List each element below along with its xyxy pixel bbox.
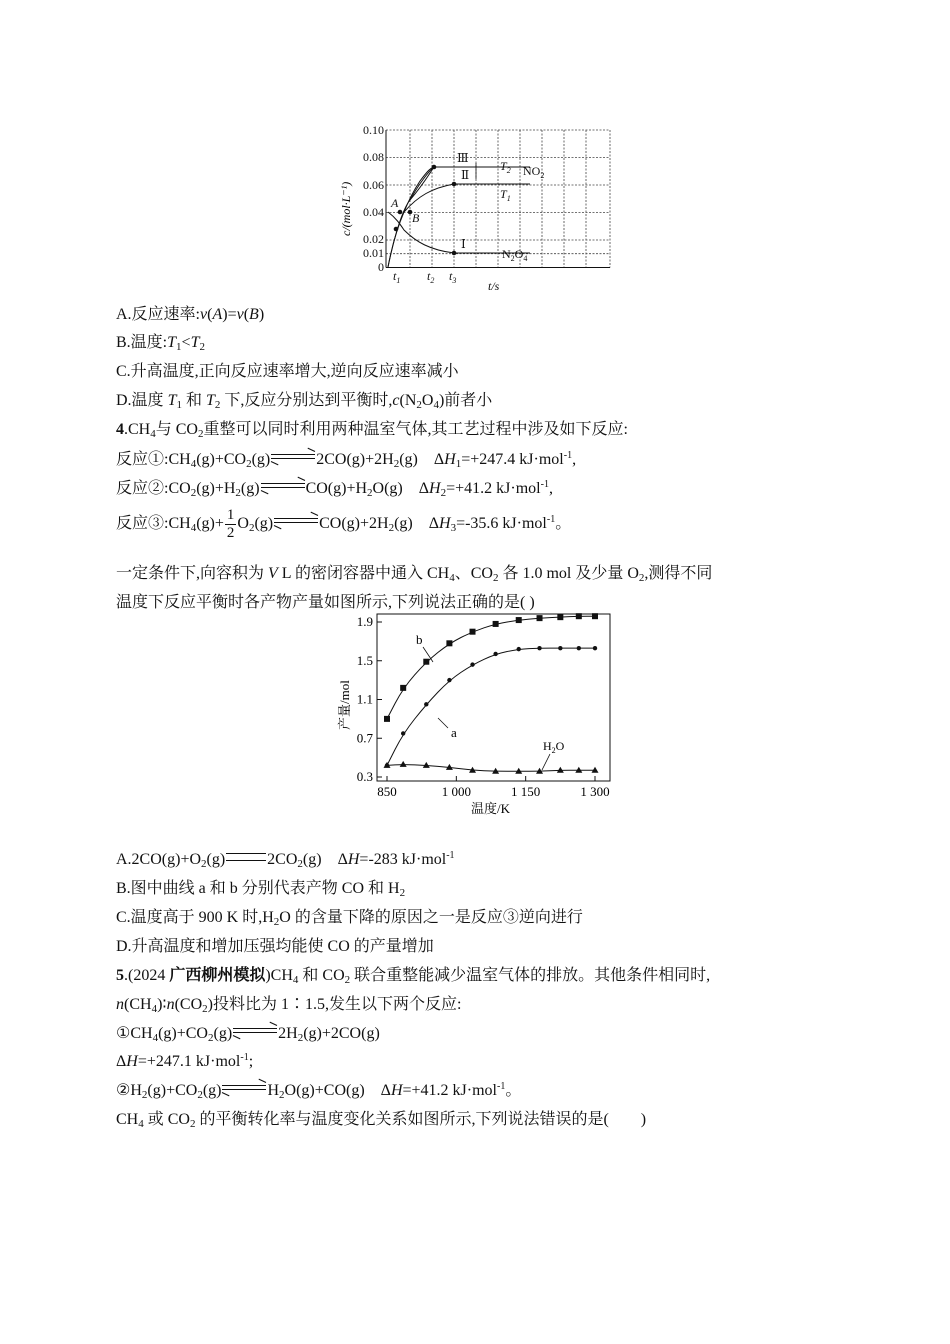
q4-reaction-2: 反应$②:CO_2(g)+H_2(g)$ $CO(g)+H_2O(g)$ $\Delta H_2=+41.2$ kJ·mol$^{-1}$, [116, 479, 553, 499]
data-point-a [493, 652, 497, 656]
data-point-b [557, 614, 563, 620]
data-point-b [384, 716, 390, 722]
x-tick-t2: $t_2$ [427, 269, 435, 285]
data-point-a [577, 646, 581, 650]
y-tick: 0.02 [363, 232, 384, 246]
curve-label-I: Ⅰ [461, 237, 466, 251]
y-tick: 0.04 [363, 205, 384, 219]
point-label-B: B [412, 211, 420, 225]
data-point-a [401, 731, 405, 735]
label-T2: $T_2$ [500, 159, 511, 175]
q5-reaction-2: $②H_2(g)+CO_2(g)$ $H_2O(g)+CO(g)$ ΔH=+41.2 kJ·mol$^{-1}$。 [116, 1081, 521, 1101]
data-point-b [446, 640, 452, 646]
y-tick-label: 1.9 [356, 614, 373, 629]
q4-condition-1: 一定条件下,向容积为 V L 的密闭容器中通入 $CH_4$、$CO_2$ 各 1.0 mol 及少量 $O_2$,测得不同 [116, 565, 713, 584]
data-point-b [423, 659, 429, 665]
series-label-b: b [416, 632, 423, 647]
q5-question: $CH_4$ 或 $CO_2$ 的平衡转化率与温度变化关系如图所示,下列说法错误的是( ) [116, 1111, 647, 1130]
q4-stem: $4.CH_4$与 $CO_2$重整可以同时利用两种温室气体,其工艺过程中涉及如下反应: [116, 421, 628, 440]
q3-option-c: C.升高温度,正向反应速率增大,逆向反应速率减小 [116, 363, 459, 380]
data-point-b [537, 615, 543, 621]
product-yield-chart [330, 610, 620, 820]
q4-option-a: $A.2CO(g)+O_2(g)$ $2CO_2(g)$ ΔH=-283 kJ·mol$^{-1}$ [116, 850, 455, 870]
y-tick-label: 0.3 [356, 769, 373, 784]
data-point-h2o [400, 761, 407, 767]
q4-option-c: C.温度高于 900 K 时$,H_2O$ 的含量下降的原因之一是反应③逆向进行 [116, 909, 583, 928]
q5-reaction-1-dh: ΔH=+247.1 kJ·mol$^{-1}$; [116, 1052, 254, 1070]
x-tick-t3: $t_3$ [449, 269, 457, 285]
y-axis-label: 产量/mol [337, 680, 352, 730]
q4-reaction-1: 反应$①:CH_4(g)+CO_2(g)$ $2CO(g)+2H_2(g)$ $\Delta H_1=+247.4$ kJ·mol$^{-1}$, [116, 450, 576, 470]
q5-ratio: $n(CH_4)∶n(CO_2)$投料比为 1∶1.5,发生以下两个反应: [116, 996, 462, 1015]
data-point-b [592, 613, 598, 619]
y-tick: 0.01 [363, 246, 384, 260]
y-tick: 0 [378, 260, 384, 274]
y-tick: 0.10 [363, 123, 384, 137]
y-tick-label: 0.7 [356, 730, 373, 746]
y-tick: 0.06 [363, 178, 384, 192]
data-point-b [516, 617, 522, 623]
series-label-h2o: $H_2O$ [543, 739, 565, 755]
concentration-time-chart [330, 118, 630, 293]
data-point-b [493, 621, 499, 627]
q5-reaction-1: $①CH_4(g)+CO_2(g)$ $2H_2(g)+2CO(g)$ [116, 1024, 380, 1044]
data-point-a [424, 702, 428, 706]
y-tick: 0.08 [363, 150, 384, 164]
x-axis-label: 温度/K [471, 801, 511, 816]
q3-option-b: B.温度$:T_1<T_2$ [116, 334, 205, 353]
x-tick-t1: $t_1$ [393, 269, 401, 285]
label-N2O4: $N_2O_4$ [502, 247, 528, 263]
x-axis-label: t/s [488, 279, 500, 293]
data-point-a [517, 647, 521, 651]
q5-stem: 5.(2024 广西柳州模拟)$CH_4$ 和 $CO_2$ 联合重整能减少温室气体的排放。其他条件相同时, [116, 967, 711, 986]
data-point-a [537, 646, 541, 650]
curve-label-II: Ⅱ [461, 168, 470, 182]
x-tick-label: 850 [377, 784, 397, 799]
point-label-A: A [391, 196, 399, 210]
q3-option-a: A.反应速率:v(A)=v(B) [116, 306, 265, 323]
data-point-a [558, 646, 562, 650]
q4-option-d: D.升高温度和增加压强均能使 CO 的产量增加 [116, 938, 434, 955]
label-NO2: $NO_2$ [523, 164, 545, 180]
data-point-a [447, 678, 451, 682]
data-point-b [400, 685, 406, 691]
y-tick-label: 1.5 [356, 652, 373, 668]
y-axis-label: c/(mol·L⁻¹) [339, 181, 353, 236]
data-point-h2o [557, 767, 564, 773]
q4-condition-2: 温度下反应平衡时各产物产量如图所示,下列说法正确的是( ) [116, 594, 535, 611]
x-tick-label: 1 300 [580, 784, 610, 799]
q4-reaction-3: 反应$③:CH_4(g)+$ $\frac{1}{2}$ $O_2(g)$ $CO(g)+2H_2(g)$ $\Delta H_3=-35.6$ kJ·mol$^{-1}$。 [116, 507, 572, 541]
x-tick-label: 1 150 [511, 784, 541, 799]
curve-label-III: Ⅲ [457, 151, 469, 165]
q4-option-b: B.图中曲线 a 和 b 分别代表产物 CO 和 $H_2$ [116, 880, 406, 899]
label-T1: $T_1$ [500, 187, 511, 203]
y-tick-label: 1.1 [356, 691, 373, 707]
x-tick-label: 1 000 [441, 784, 471, 799]
series-line-h2o [387, 765, 595, 772]
data-point-a [593, 646, 597, 650]
data-point-b [470, 629, 476, 635]
data-point-a [470, 662, 474, 666]
data-point-b [576, 613, 582, 619]
q3-option-d: D.温度 $T_1$ 和 $T_2$ 下,反应分别达到平衡时$,c(N_2O_4)$前者小 [116, 392, 493, 411]
series-label-a: a [451, 725, 457, 740]
